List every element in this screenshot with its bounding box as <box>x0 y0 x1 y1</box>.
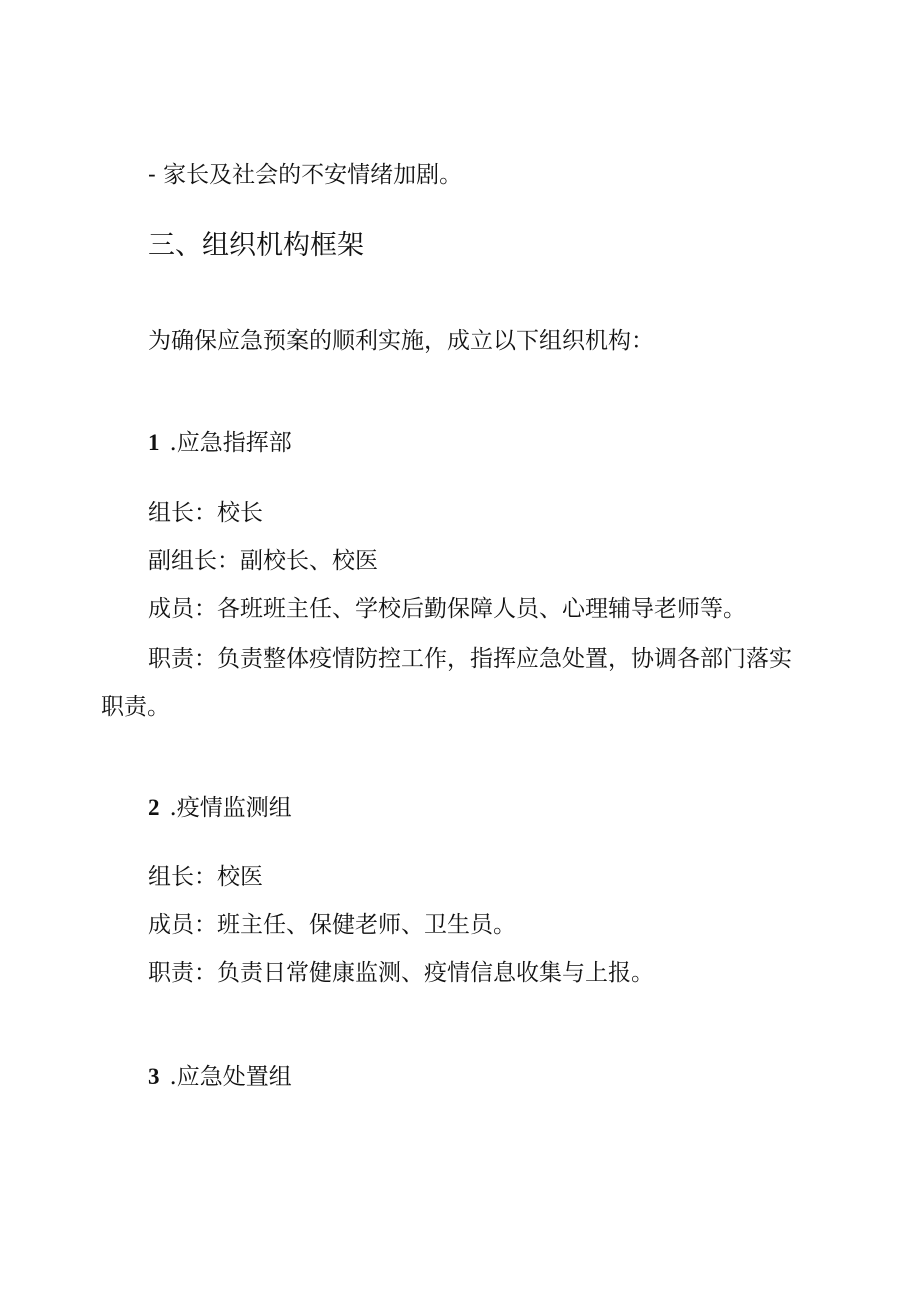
group-1-members: 成员：各班班主任、学校后勤保障人员、心理辅导老师等。 <box>148 596 746 622</box>
group-1-heading <box>148 428 292 458</box>
group-1-duty-continued: 职责。 <box>101 694 170 720</box>
risk-item: - 家长及社会的不安情绪加剧。 <box>148 162 463 188</box>
group-3-title: .应急处置组 <box>169 1064 292 1090</box>
group-1-number: 1 <box>148 430 160 455</box>
group-2-title: .疫情监测组 <box>169 795 292 821</box>
group-1-title: .应急指挥部 <box>169 430 292 456</box>
intro-paragraph: 为确保应急预案的顺利实施，成立以下组织机构： <box>148 328 654 354</box>
group-1-deputy: 副组长：副校长、校医 <box>148 548 378 574</box>
group-2-number: 2 <box>148 795 160 820</box>
group-2-members: 成员：班主任、保健老师、卫生员。 <box>148 912 516 938</box>
group-2-heading <box>148 793 292 823</box>
group-3-number: 3 <box>148 1064 160 1089</box>
group-3-heading <box>148 1062 292 1092</box>
group-2-leader: 组长：校医 <box>148 864 263 890</box>
group-1-duty: 职责：负责整体疫情防控工作，指挥应急处置，协调各部门落实 <box>148 646 792 672</box>
group-1-leader: 组长：校长 <box>148 500 263 526</box>
group-2-duty: 职责：负责日常健康监测、疫情信息收集与上报。 <box>148 960 654 986</box>
section-heading: 三、组织机构框架 <box>148 230 364 261</box>
